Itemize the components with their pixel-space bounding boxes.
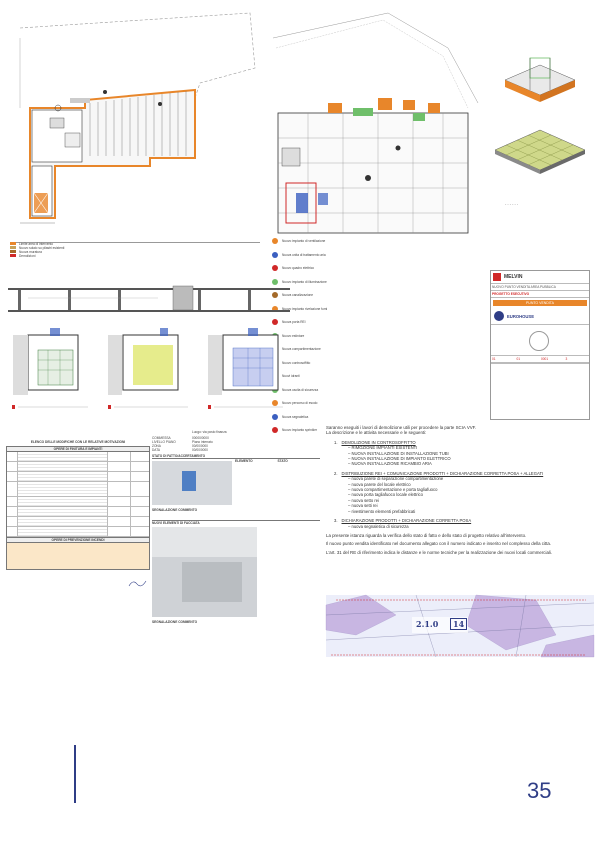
intro-line-2: La descrizione e le attivita necessarie e le seguenti: <box>326 430 427 436</box>
table-cell <box>7 517 18 526</box>
legend-label: Nuovo impianto di ventilazione <box>282 238 326 243</box>
section-drawing <box>8 280 290 316</box>
table-row <box>7 507 149 517</box>
legend-item <box>272 292 487 298</box>
legend-label: Nuovo controsoffitto <box>282 360 311 365</box>
report-field-value: Piano interrato <box>192 440 213 444</box>
table-cell <box>131 482 149 496</box>
section-title: DISTRIBUZIONE REI + COMUNICAZIONE PRODOTTI + DICHIARAZIONE CORRETTA POSA + ALLEGATI <box>341 470 544 476</box>
table-row <box>7 462 149 472</box>
code-cell: 3 <box>565 356 590 363</box>
table-cell <box>108 452 131 461</box>
table-cell <box>18 452 108 461</box>
report-field-value: 00/00/0000 <box>192 444 208 448</box>
section-item-text: NUOVA INSTALLAZIONE DI INSTALLAZIONE TUBI <box>351 450 449 456</box>
section-item-text: rivestimento elementi prefabbricati <box>351 508 416 514</box>
table-cell <box>7 482 18 496</box>
table-cell <box>7 452 18 461</box>
table-cell <box>7 507 18 516</box>
table-row <box>7 472 149 482</box>
paragraph: La presente istanza riguarda la verifica dello stato di fatto e dello stato di progetto relativo all'intervento. <box>326 532 527 538</box>
code-cell: 01 <box>491 356 516 363</box>
table-cell <box>131 497 149 506</box>
legend-item <box>272 387 487 393</box>
section-title: DEMOLIZIONE IN CONTROSOFFITTO <box>341 439 416 445</box>
section-item-text: NUOVA INSTALLAZIONE RICAMBIO ARIA <box>351 461 432 467</box>
legend-label: Nuovi idranti <box>282 373 300 378</box>
legend-label: Nuovo impianto sprinkler <box>282 427 318 432</box>
footer-accent-line <box>74 745 76 803</box>
installations-plan-drawing <box>268 8 483 238</box>
table-cell <box>7 472 18 481</box>
section-item-text: nuova segnaletica di sicurezza <box>351 523 409 529</box>
details-drawing <box>8 320 290 415</box>
section-number: 1. <box>334 439 338 445</box>
brand-name: MELVIN <box>504 274 523 280</box>
table-cell <box>7 497 18 506</box>
section-item-text: nuova setto rei <box>351 497 379 503</box>
section-item-text: nuova porta tagliafuoco locale elettrico <box>351 492 423 498</box>
report-col-head: ELEMENTO <box>235 459 253 463</box>
report-col-head: STATO <box>277 459 288 463</box>
table-row <box>7 452 149 462</box>
table-cell <box>131 507 149 516</box>
company-block <box>491 308 589 325</box>
section-item-text: nuova parete del locale elettrico <box>351 481 411 487</box>
table-cell <box>108 482 131 496</box>
section-item: – nuova parete di separazione compartimentazione <box>348 476 444 482</box>
legend-label: Nuovo estintore <box>282 333 305 338</box>
table-cell <box>131 527 149 536</box>
axonometric-views <box>490 40 590 230</box>
legend-symbol-icon <box>272 265 278 271</box>
title-block <box>490 270 590 420</box>
table-cell <box>108 472 131 481</box>
table-row <box>7 482 149 497</box>
legend-label: Nuova porta REI <box>282 319 306 324</box>
table-cell <box>131 517 149 526</box>
section-item: – NUOVA INSTALLAZIONE DI IMPIANTO ELETTRICO <box>348 456 451 462</box>
signature-mark <box>128 575 148 585</box>
legend-item <box>272 252 487 258</box>
project-name: NUOVO PUNTO VENDITA AREA PUBBLICA <box>491 284 589 291</box>
report-field-value: 00/00/0000 <box>192 448 208 452</box>
section-item-text: nuova compartimentazione e porta tagliafuoco <box>351 487 438 493</box>
legend-plan-left <box>10 238 265 278</box>
code-cell: 01 <box>516 356 541 363</box>
legend-item <box>272 238 487 244</box>
report-fields <box>152 436 320 452</box>
report-field-label: LIVELLO PIANO <box>152 440 176 444</box>
report-field-label: ZONA <box>152 444 161 448</box>
table-cell <box>18 462 108 471</box>
table-cell <box>131 452 149 461</box>
table-body <box>6 446 150 570</box>
table-cell <box>131 462 149 471</box>
section-title: DICHIARAZIONE PRODOTTI + DICHIARAZIONE CORRETTA POSA <box>341 518 472 524</box>
company-logo-icon <box>494 311 504 321</box>
sign-icon <box>182 471 196 491</box>
legend-item: Demolizioni <box>10 254 64 258</box>
section-item: – NUOVA INSTALLAZIONE DI INSTALLAZIONE TUBI <box>348 450 449 456</box>
legend-label: Nuovo quadro elettrico <box>282 265 315 270</box>
map-zone-badge: 14 <box>450 618 467 630</box>
zoning-map <box>326 595 594 657</box>
table-cell <box>7 527 18 536</box>
table-cell <box>131 472 149 481</box>
section-item-text: nuova setti rei <box>351 503 378 509</box>
company-name: EUROHOUSE <box>507 313 534 319</box>
brand-logo-icon <box>493 273 501 281</box>
legend-item <box>272 360 487 366</box>
legend-symbol-icon <box>272 238 278 244</box>
section-item-text: RIMOZIONE IMPIANTI ESISTENTI <box>351 445 418 451</box>
section-item: – nuova setto rei <box>348 497 379 503</box>
table-cell <box>108 462 131 471</box>
axonometric-drawing <box>490 40 590 230</box>
project-phase: PROGETTO ESECUTIVO <box>491 291 589 298</box>
section-item-text: nuova parete di separazione compartimentazione <box>351 476 444 482</box>
section-item: – NUOVA INSTALLAZIONE RICAMBIO ARIA <box>348 461 432 467</box>
stamp-icon <box>529 331 549 351</box>
note-title: SEGNALAZIONE COMMENTO <box>152 508 198 512</box>
legend-label: Nuova segnaletica <box>282 414 309 419</box>
map-zone-label: 2.1.0 <box>416 619 439 629</box>
report-field-label: COMMESSA <box>152 436 171 440</box>
report-section-title: STATO DI FATTO/ACCERTAMENTO <box>152 454 320 459</box>
legend-item <box>272 373 487 379</box>
section-number: 2. <box>334 470 338 476</box>
title-block-header <box>491 271 589 284</box>
table-cell <box>108 507 131 516</box>
table-section-header: OPERE DI PREVENZIONE INCENDI <box>7 537 149 543</box>
intro-line: Saranno eseguiti i lavori di demolizione utili per procedere la parte SCIA VVF. <box>326 425 477 430</box>
legend-item <box>272 400 487 406</box>
table-cell <box>18 497 108 506</box>
section-item: – nuova compartimentazione e porta tagliafuoco <box>348 487 438 493</box>
code-cell: 0001 <box>540 356 565 363</box>
table-rows <box>7 452 149 537</box>
legend-item: Nuovo solaio su pilastri esistenti <box>10 246 64 250</box>
paragraph: L'art. 31 del RE di riferimento indica le distanze e le norme tecniche per la realizzazione dei nuovi locali commerciali. <box>326 549 553 555</box>
legend-label: Nuova compartimentazione <box>282 346 321 351</box>
legend-item <box>272 265 487 271</box>
stamp-area <box>491 325 589 356</box>
section-item: – nuova setti rei <box>348 503 378 509</box>
legend-item <box>272 279 487 285</box>
table-cell <box>7 462 18 471</box>
legend-item <box>272 306 487 312</box>
table-cell <box>18 482 108 496</box>
table-title: ELENCO DELLE MODIFICHE CON LE RELATIVE MOTIVAZIONI <box>30 440 126 444</box>
report-field-label: DATA <box>152 448 161 452</box>
table-row <box>7 527 149 537</box>
section-item: – nuova segnaletica di sicurezza <box>348 523 409 529</box>
table-cell <box>18 527 108 536</box>
section-item-text: NUOVA INSTALLAZIONE DI IMPIANTO ELETTRICO <box>351 456 451 462</box>
floor-plan-left <box>10 8 260 236</box>
table-highlight-row <box>7 543 149 569</box>
table-cell <box>18 472 108 481</box>
svg-text:- - - - - -: - - - - - - <box>505 202 519 206</box>
legend-item <box>272 414 487 420</box>
report-header: Luogo: via posto finanza <box>192 430 227 434</box>
report-field-value: 00000/0000 <box>192 436 209 440</box>
phase-badge: PUNTO VENDITA <box>493 300 587 306</box>
report-photo-1 <box>152 461 232 505</box>
section-item: – nuova parete del locale elettrico <box>348 481 411 487</box>
page-number: 35 <box>527 778 552 803</box>
modifications-table <box>6 440 150 585</box>
section-item: – nuova porta tagliafuoco locale elettrico <box>348 492 423 498</box>
table-cell <box>18 517 108 526</box>
report-item-title: NUOVI ELEMENTI DI FACCIATA <box>152 520 320 525</box>
signature-icon <box>128 578 148 588</box>
section-number: 3. <box>334 518 338 524</box>
table-section-header: OPERE DI FINITURA E IMPIANTI <box>7 447 149 452</box>
report-field-row <box>152 448 320 452</box>
legend-item: Limite area di intervento <box>10 242 64 246</box>
code-row <box>491 356 589 364</box>
section-item: – RIMOZIONE IMPIANTI ESISTENTI <box>348 445 418 451</box>
paragraph: Il nuovo punto vendita identificato nel documento allegato con il numero indicato e inserito nel complesso della citta. <box>326 541 552 547</box>
legend-label: Nuova unita di trattamento aria <box>282 252 326 257</box>
table-row <box>7 517 149 527</box>
text-sections <box>326 440 594 529</box>
legend-label: Nuova canalizzazione <box>282 292 314 297</box>
floor-plan-right <box>268 8 483 238</box>
note-title: SEGNALAZIONE COMMENTO <box>152 620 198 624</box>
legend-label: Nuovo impianto di illuminazione <box>282 279 327 284</box>
room-details <box>8 320 290 415</box>
floor-plan-drawing <box>10 8 260 236</box>
legend-symbol-icon <box>272 252 278 258</box>
report-photo-2 <box>152 527 257 617</box>
legend-plan-right <box>272 238 487 432</box>
building-section <box>8 280 290 316</box>
legend-item: Nuova muratura <box>10 250 64 254</box>
table-cell <box>18 507 108 516</box>
legend-item <box>272 333 487 339</box>
legend-label: Nuova uscita di sicurezza <box>282 387 319 392</box>
legend-item <box>272 346 487 352</box>
legend-label: Nuovo percorso di esodo <box>282 400 318 405</box>
table-cell <box>108 527 131 536</box>
legend-item <box>272 319 487 325</box>
legend-list <box>272 238 487 433</box>
table-cell <box>108 497 131 506</box>
legend-list <box>10 242 64 258</box>
table-cell <box>108 517 131 526</box>
legend-label: Nuovo impianto rivelazione fumi <box>282 306 328 311</box>
table-row <box>7 497 149 507</box>
section-item: – rivestimento elementi prefabbricati <box>348 508 416 514</box>
